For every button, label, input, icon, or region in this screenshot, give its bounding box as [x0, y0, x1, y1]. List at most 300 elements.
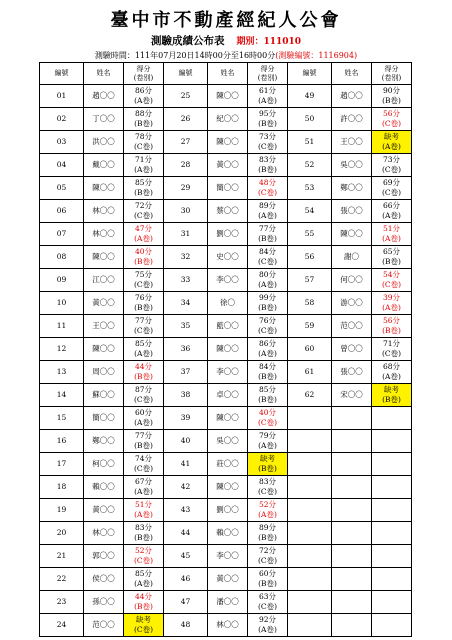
- paper-type: (B卷): [134, 257, 153, 266]
- candidate-name: 簡〇〇: [84, 407, 124, 430]
- score-value: 99分: [258, 293, 277, 302]
- candidate-score: [248, 568, 288, 591]
- candidate-number: 23: [40, 591, 84, 614]
- score-value: 85分: [134, 569, 153, 578]
- score-value: 83分: [258, 155, 277, 164]
- candidate-name: 賴〇〇: [84, 476, 124, 499]
- score-value: 71分: [382, 339, 401, 348]
- score-value: 85分: [258, 385, 277, 394]
- paper-type: (B卷): [382, 395, 401, 404]
- page-title: 臺中市不動產經紀人公會: [110, 10, 342, 31]
- candidate-name: [332, 499, 372, 522]
- exam-time-line: [0, 50, 452, 61]
- candidate-name: [332, 453, 372, 476]
- candidate-score: [124, 499, 164, 522]
- table-row: [40, 522, 412, 545]
- paper-type: (A卷): [134, 579, 153, 588]
- score-value: 56分: [382, 109, 401, 118]
- exam-time: 測驗時間：111年07月20日14時00分至16時00分: [94, 51, 276, 60]
- candidate-name: 張〇〇: [332, 200, 372, 223]
- score-value: 79分: [258, 431, 277, 440]
- candidate-name: 紀〇〇: [208, 108, 248, 131]
- candidate-name: 陳〇〇: [208, 407, 248, 430]
- header-score-line1: 得分: [384, 64, 399, 73]
- candidate-number: 12: [40, 338, 84, 361]
- table-row: [40, 614, 412, 637]
- candidate-number: 07: [40, 223, 84, 246]
- candidate-score: [248, 499, 288, 522]
- candidate-number: 16: [40, 430, 84, 453]
- score-value: 84分: [258, 362, 277, 371]
- candidate-score: [372, 568, 412, 591]
- candidate-score: [372, 154, 412, 177]
- candidate-number: 53: [288, 177, 332, 200]
- candidate-name: 王〇〇: [84, 315, 124, 338]
- score-value: 86分: [134, 86, 153, 95]
- score-value: 73分: [258, 132, 277, 141]
- candidate-score: [124, 407, 164, 430]
- candidate-score: [372, 476, 412, 499]
- score-value: 77分: [258, 224, 277, 233]
- candidate-number: 49: [288, 85, 332, 108]
- score-value: 68分: [382, 362, 401, 371]
- score-value: 86分: [258, 339, 277, 348]
- score-value: 76分: [258, 316, 277, 325]
- candidate-number: 42: [164, 476, 208, 499]
- paper-type: (A卷): [258, 625, 277, 634]
- candidate-name: 吳〇〇: [208, 430, 248, 453]
- candidate-score: [372, 85, 412, 108]
- candidate-number: 50: [288, 108, 332, 131]
- candidate-name: 黃〇〇: [84, 499, 124, 522]
- candidate-number: 29: [164, 177, 208, 200]
- table-row: [40, 591, 412, 614]
- candidate-name: 黃〇〇: [84, 292, 124, 315]
- paper-type: (C卷): [257, 602, 278, 611]
- candidate-score: [124, 591, 164, 614]
- candidate-name: 陳〇〇: [84, 338, 124, 361]
- table-row: [40, 292, 412, 315]
- score-value: 83分: [258, 477, 277, 486]
- score-value: 67分: [134, 477, 153, 486]
- paper-type: (A卷): [258, 211, 277, 220]
- table-row: [40, 453, 412, 476]
- candidate-score: [372, 108, 412, 131]
- candidate-name: 蘇〇〇: [84, 384, 124, 407]
- candidate-score: [248, 85, 288, 108]
- header-score-line2: (卷別): [257, 73, 278, 82]
- candidate-name: 潘〇〇: [208, 591, 248, 614]
- candidate-name: 史〇〇: [208, 246, 248, 269]
- score-value: 52分: [134, 546, 153, 555]
- candidate-score: [248, 154, 288, 177]
- paper-type: (C卷): [133, 211, 154, 220]
- header-name: 姓名: [84, 63, 124, 85]
- score-value: 69分: [382, 178, 401, 187]
- candidate-score: [248, 131, 288, 154]
- paper-type: (C卷): [133, 142, 154, 151]
- candidate-name: 趙〇〇: [84, 85, 124, 108]
- candidate-score: [124, 476, 164, 499]
- candidate-number: 06: [40, 200, 84, 223]
- table-row: [40, 246, 412, 269]
- paper-type: (C卷): [381, 119, 402, 128]
- candidate-name: 郭〇〇: [84, 545, 124, 568]
- score-value: 71分: [134, 155, 153, 164]
- table-row: [40, 131, 412, 154]
- paper-type: (C卷): [381, 280, 402, 289]
- header-name: 姓名: [208, 63, 248, 85]
- candidate-number: 27: [164, 131, 208, 154]
- candidate-name: 侯〇〇: [84, 568, 124, 591]
- score-value: 84分: [258, 247, 277, 256]
- candidate-name: 謝〇: [332, 246, 372, 269]
- candidate-number: 05: [40, 177, 84, 200]
- candidate-number: 62: [288, 384, 332, 407]
- candidate-number: 31: [164, 223, 208, 246]
- candidate-number: 21: [40, 545, 84, 568]
- candidate-name: 陳〇〇: [84, 177, 124, 200]
- candidate-score: [248, 200, 288, 223]
- candidate-number: 33: [164, 269, 208, 292]
- candidate-number: 45: [164, 545, 208, 568]
- paper-type: (C卷): [381, 188, 402, 197]
- score-value: 95分: [258, 109, 277, 118]
- candidate-name: 張〇〇: [332, 361, 372, 384]
- candidate-name: 鄭〇〇: [84, 430, 124, 453]
- candidate-score: [124, 85, 164, 108]
- score-value: 51分: [382, 224, 401, 233]
- candidate-name: 吳〇〇: [332, 154, 372, 177]
- candidate-score: [124, 292, 164, 315]
- score-value: 83分: [134, 523, 153, 532]
- paper-type: (C卷): [133, 464, 154, 473]
- candidate-name: 莊〇〇: [208, 453, 248, 476]
- paper-type: (A卷): [134, 234, 153, 243]
- paper-type: (A卷): [134, 418, 153, 427]
- candidate-number: 44: [164, 522, 208, 545]
- score-value: 48分: [258, 178, 277, 187]
- score-value: 44分: [134, 362, 153, 371]
- candidate-number: 56: [288, 246, 332, 269]
- candidate-name: 藍〇〇: [208, 315, 248, 338]
- candidate-number: 10: [40, 292, 84, 315]
- candidate-number: 57: [288, 269, 332, 292]
- candidate-score: [372, 361, 412, 384]
- candidate-score: [248, 177, 288, 200]
- score-value: 78分: [134, 132, 153, 141]
- candidate-score: [248, 361, 288, 384]
- paper-type: (C卷): [133, 280, 154, 289]
- candidate-name: [332, 476, 372, 499]
- candidate-score: [248, 315, 288, 338]
- table-row: [40, 200, 412, 223]
- paper-type: (C卷): [257, 326, 278, 335]
- score-value: 39分: [382, 293, 401, 302]
- paper-type: (A卷): [258, 441, 277, 450]
- table-row: [40, 108, 412, 131]
- candidate-name: [332, 430, 372, 453]
- header-score: [372, 63, 412, 85]
- header-num: 編號: [288, 63, 332, 85]
- candidate-score: [372, 453, 412, 476]
- paper-type: (B卷): [382, 326, 401, 335]
- paper-type: (A卷): [134, 487, 153, 496]
- paper-type: (B卷): [258, 119, 277, 128]
- candidate-score: [248, 246, 288, 269]
- table-row: [40, 177, 412, 200]
- candidate-name: 陳〇〇: [332, 223, 372, 246]
- candidate-score: [124, 338, 164, 361]
- candidate-number: 34: [164, 292, 208, 315]
- candidate-number: 47: [164, 591, 208, 614]
- paper-type: (B卷): [258, 579, 277, 588]
- candidate-name: 宋〇〇: [332, 384, 372, 407]
- candidate-number: 61: [288, 361, 332, 384]
- candidate-name: 陳〇〇: [208, 476, 248, 499]
- candidate-score: [124, 223, 164, 246]
- score-value: 61分: [258, 86, 277, 95]
- candidate-number: 32: [164, 246, 208, 269]
- paper-type: (B卷): [134, 188, 153, 197]
- paper-type: (A卷): [382, 234, 401, 243]
- paper-type: (B卷): [258, 234, 277, 243]
- score-value: 缺考: [384, 385, 399, 394]
- score-value: 75分: [134, 270, 153, 279]
- candidate-score: [248, 476, 288, 499]
- candidate-score: [372, 131, 412, 154]
- paper-type: (B卷): [258, 464, 277, 473]
- paper-type: (B卷): [134, 119, 153, 128]
- candidate-number: 35: [164, 315, 208, 338]
- paper-type: (C卷): [257, 257, 278, 266]
- candidate-name: 孫〇〇: [84, 591, 124, 614]
- candidate-name: 許〇〇: [332, 108, 372, 131]
- candidate-number: 43: [164, 499, 208, 522]
- candidate-number: 24: [40, 614, 84, 637]
- candidate-score: [124, 108, 164, 131]
- paper-type: (B卷): [382, 96, 401, 105]
- score-value: 66分: [382, 201, 401, 210]
- candidate-name: 王〇〇: [332, 131, 372, 154]
- candidate-score: [372, 200, 412, 223]
- paper-type: (B卷): [134, 303, 153, 312]
- paper-type: (C卷): [257, 556, 278, 565]
- candidate-score: [372, 177, 412, 200]
- candidate-score: [248, 108, 288, 131]
- candidate-number: [288, 568, 332, 591]
- candidate-number: 28: [164, 154, 208, 177]
- score-value: 72分: [258, 546, 277, 555]
- candidate-number: 17: [40, 453, 84, 476]
- table-row: [40, 430, 412, 453]
- paper-type: (A卷): [258, 349, 277, 358]
- candidate-name: 范〇〇: [84, 614, 124, 637]
- paper-type: (A卷): [382, 142, 401, 151]
- score-value: 47分: [134, 224, 153, 233]
- candidate-score: [248, 430, 288, 453]
- score-value: 54分: [382, 270, 401, 279]
- header-row: [40, 63, 412, 85]
- candidate-number: 48: [164, 614, 208, 637]
- candidate-score: [248, 453, 288, 476]
- candidate-number: 36: [164, 338, 208, 361]
- score-value: 89分: [258, 201, 277, 210]
- table-row: [40, 315, 412, 338]
- paper-type: (C卷): [257, 487, 278, 496]
- header-num: 編號: [164, 63, 208, 85]
- candidate-name: 曾〇〇: [332, 338, 372, 361]
- candidate-name: 戴〇〇: [84, 154, 124, 177]
- candidate-name: 丁〇〇: [84, 108, 124, 131]
- table-row: [40, 545, 412, 568]
- candidate-name: 蔡〇〇: [208, 200, 248, 223]
- paper-type: (B卷): [258, 303, 277, 312]
- candidate-number: 04: [40, 154, 84, 177]
- candidate-number: 51: [288, 131, 332, 154]
- candidate-name: [332, 407, 372, 430]
- candidate-number: [288, 453, 332, 476]
- candidate-name: [332, 568, 372, 591]
- exam-code: (測驗編號：1116904): [275, 51, 358, 60]
- candidate-score: [124, 430, 164, 453]
- candidate-score: [372, 545, 412, 568]
- score-value: 72分: [134, 201, 153, 210]
- candidate-name: 賴〇〇: [208, 522, 248, 545]
- table-row: [40, 407, 412, 430]
- score-table-body: [40, 85, 412, 637]
- candidate-number: 18: [40, 476, 84, 499]
- score-table: [39, 62, 412, 637]
- candidate-name: [332, 545, 372, 568]
- candidate-score: [248, 338, 288, 361]
- candidate-name: 洪〇〇: [84, 131, 124, 154]
- candidate-score: [372, 315, 412, 338]
- candidate-score: [372, 338, 412, 361]
- candidate-number: 22: [40, 568, 84, 591]
- candidate-name: 黃〇〇: [208, 568, 248, 591]
- candidate-name: 李〇〇: [208, 545, 248, 568]
- candidate-number: 11: [40, 315, 84, 338]
- score-value: 56分: [382, 316, 401, 325]
- candidate-name: 趙〇〇: [332, 85, 372, 108]
- paper-type: (B卷): [382, 257, 401, 266]
- header-score: [248, 63, 288, 85]
- candidate-score: [372, 591, 412, 614]
- candidate-number: 39: [164, 407, 208, 430]
- score-value: 缺考: [260, 454, 275, 463]
- paper-type: (C卷): [133, 556, 154, 565]
- paper-type: (A卷): [134, 96, 153, 105]
- candidate-score: [372, 246, 412, 269]
- candidate-score: [124, 200, 164, 223]
- paper-type: (C卷): [257, 188, 278, 197]
- header-score-line1: 得分: [136, 64, 151, 73]
- candidate-name: 陳〇〇: [84, 246, 124, 269]
- candidate-number: 58: [288, 292, 332, 315]
- candidate-name: 林〇〇: [84, 223, 124, 246]
- candidate-number: 60: [288, 338, 332, 361]
- paper-type: (A卷): [134, 165, 153, 174]
- candidate-name: 徐〇: [208, 292, 248, 315]
- candidate-score: [372, 292, 412, 315]
- score-value: 缺考: [136, 615, 151, 624]
- candidate-score: [372, 269, 412, 292]
- table-row: [40, 338, 412, 361]
- score-value: 87分: [134, 385, 153, 394]
- candidate-score: [124, 545, 164, 568]
- header-num: 編號: [40, 63, 84, 85]
- candidate-name: 簡〇〇: [208, 177, 248, 200]
- candidate-score: [124, 154, 164, 177]
- candidate-name: 何〇〇: [332, 269, 372, 292]
- candidate-score: [248, 522, 288, 545]
- candidate-score: [248, 591, 288, 614]
- candidate-number: [288, 430, 332, 453]
- candidate-score: [372, 384, 412, 407]
- score-value: 90分: [382, 86, 401, 95]
- table-row: [40, 476, 412, 499]
- score-value: 缺考: [384, 132, 399, 141]
- candidate-name: 劉〇〇: [208, 223, 248, 246]
- candidate-name: 陳〇〇: [208, 338, 248, 361]
- candidate-number: [288, 407, 332, 430]
- candidate-name: 范〇〇: [332, 315, 372, 338]
- paper-type: (A卷): [258, 96, 277, 105]
- header-name: 姓名: [332, 63, 372, 85]
- candidate-score: [248, 292, 288, 315]
- candidate-number: 13: [40, 361, 84, 384]
- table-row: [40, 269, 412, 292]
- candidate-score: [248, 545, 288, 568]
- candidate-name: 卓〇〇: [208, 384, 248, 407]
- header-score-line2: (卷別): [381, 73, 402, 82]
- score-value: 77分: [134, 316, 153, 325]
- candidate-score: [124, 568, 164, 591]
- score-value: 77分: [134, 431, 153, 440]
- paper-type: (B卷): [134, 602, 153, 611]
- score-value: 51分: [134, 500, 153, 509]
- score-value: 65分: [382, 247, 401, 256]
- candidate-number: 26: [164, 108, 208, 131]
- header-score-line1: 得分: [260, 64, 275, 73]
- candidate-score: [124, 384, 164, 407]
- candidate-score: [372, 223, 412, 246]
- candidate-name: 李〇〇: [208, 361, 248, 384]
- score-value: 40分: [258, 408, 277, 417]
- header-score-line2: (卷別): [133, 73, 154, 82]
- score-value: 92分: [258, 615, 277, 624]
- paper-type: (B卷): [134, 372, 153, 381]
- candidate-score: [372, 499, 412, 522]
- score-value: 52分: [258, 500, 277, 509]
- candidate-number: [288, 614, 332, 637]
- candidate-score: [248, 407, 288, 430]
- candidate-score: [124, 522, 164, 545]
- candidate-name: [332, 614, 372, 637]
- candidate-number: 02: [40, 108, 84, 131]
- table-row: [40, 499, 412, 522]
- candidate-name: 陳〇〇: [208, 85, 248, 108]
- table-row: [40, 154, 412, 177]
- candidate-number: 03: [40, 131, 84, 154]
- candidate-number: 08: [40, 246, 84, 269]
- score-value: 44分: [134, 592, 153, 601]
- candidate-name: 周〇〇: [84, 361, 124, 384]
- candidate-score: [124, 131, 164, 154]
- candidate-number: 41: [164, 453, 208, 476]
- candidate-score: [372, 522, 412, 545]
